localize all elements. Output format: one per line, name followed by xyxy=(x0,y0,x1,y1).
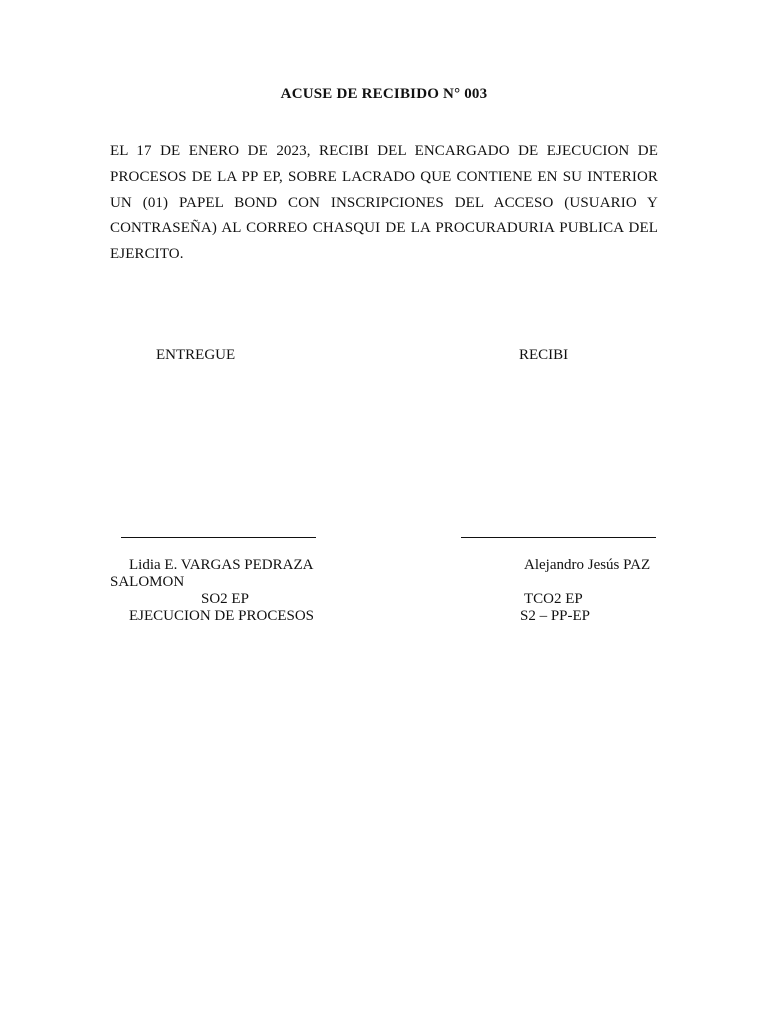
document-title: ACUSE DE RECIBIDO N° 003 xyxy=(280,86,488,102)
left-signer-name-continued: SALOMON xyxy=(110,574,185,590)
received-label: RECIBI xyxy=(519,347,569,363)
right-signer-rank: TCO2 EP xyxy=(524,591,583,607)
right-signature-line xyxy=(461,537,656,538)
right-signer-department: S2 – PP-EP xyxy=(520,608,591,624)
delivered-label: ENTREGUE xyxy=(156,347,236,363)
document-body: EL 17 DE ENERO DE 2023, RECIBI DEL ENCARGADO DE EJECUCION DE PROCESOS DE LA PP EP, SOBRE LACRADO QUE CONTIENE EN SU INTERIOR UN (01) PAPEL BOND CON INSCRIPCIONES DEL ACCESO (USUARIO Y CONTRASEÑA) AL CORREO CHASQUI DE LA PROCURADURIA PUBLICA DEL EJERCITO. xyxy=(110,143,658,263)
left-signer-department: EJECUCION DE PROCESOS xyxy=(129,608,315,624)
right-signer-name: Alejandro Jesús PAZ xyxy=(524,557,651,573)
left-signer-name: Lidia E. VARGAS PEDRAZA xyxy=(129,557,314,573)
left-signer-rank: SO2 EP xyxy=(201,591,249,607)
left-signature-line xyxy=(121,537,316,538)
